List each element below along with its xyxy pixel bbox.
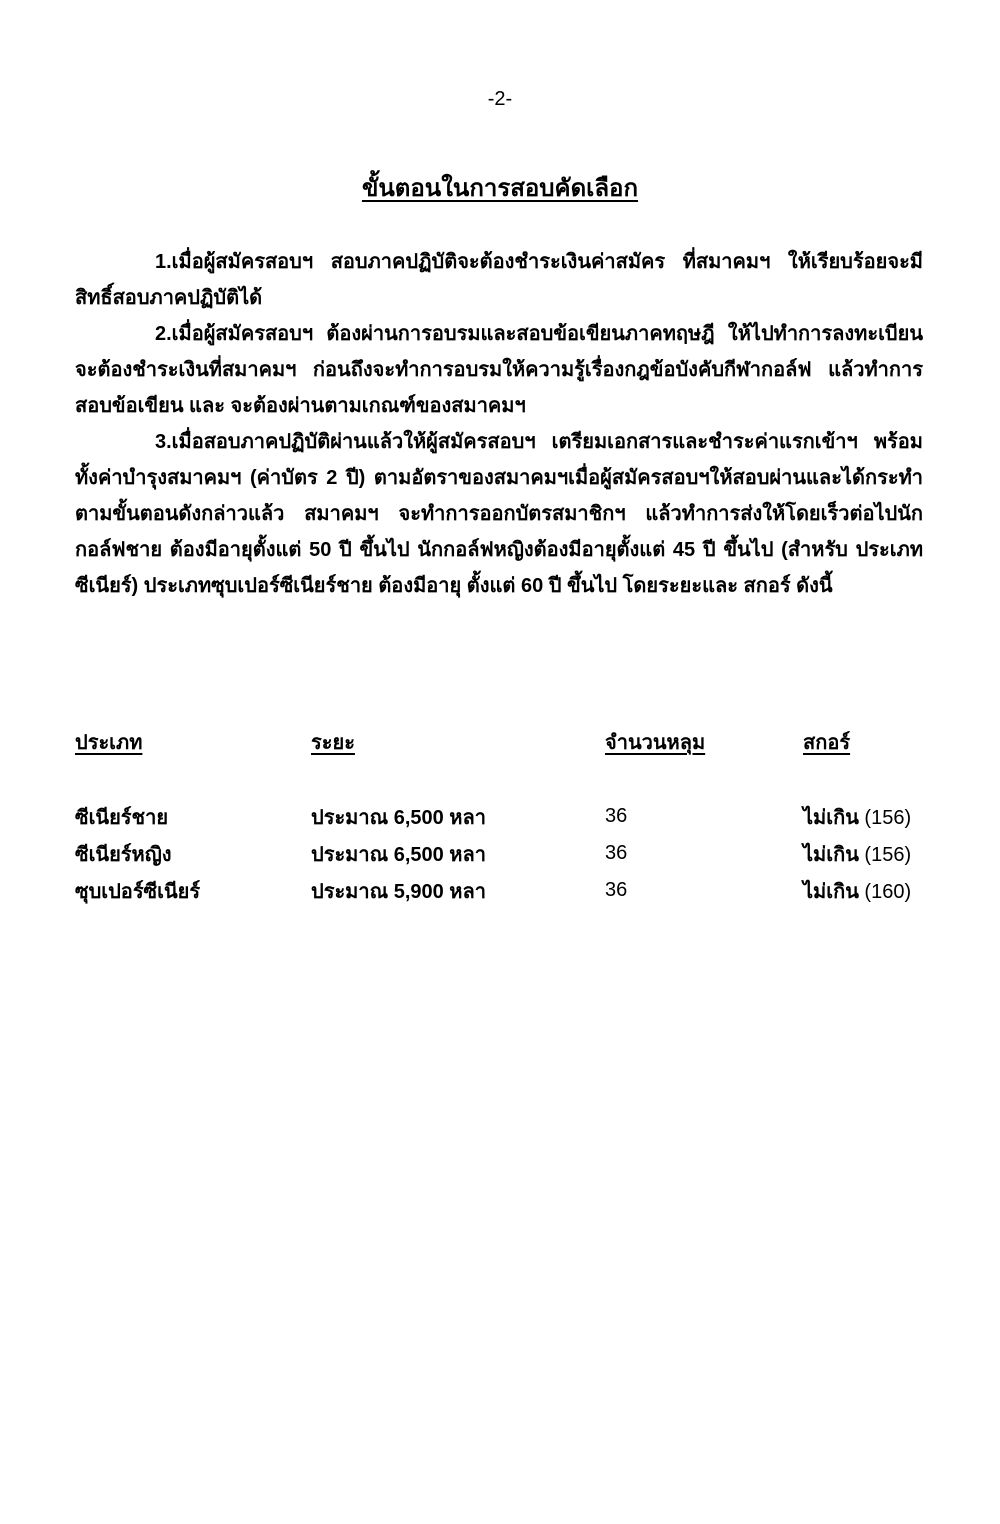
body-text: [75, 244, 923, 604]
cell-distance: ประมาณ 6,500 หลา: [311, 806, 486, 829]
score-prefix: ไม่เกิน: [803, 806, 859, 829]
header-type: ประเภท: [75, 732, 143, 754]
table-row: [75, 798, 925, 835]
criteria-table: [75, 726, 925, 909]
table-row: [75, 872, 925, 909]
cell-score: [803, 835, 925, 872]
header-holes: จำนวนหลุม: [605, 732, 706, 754]
paragraph-step-2: 2.เมื่อผู้สมัครสอบฯ ต้องผ่านการอบรมและสอบข้อเขียนภาคทฤษฎี ให้ไปทำการลงทะเบียน จะต้องชำระเงินที่สมาคมฯ ก่อนถึงจะทำการอบรมให้ความรู้เรื่องกฎข้อบังคับกีฬากอล์ฟ แล้วทำการสอบข้อเขียน และ จะต้องผ่านตามเกณฑ์ของสมาคมฯ: [75, 323, 923, 417]
table-header-row: [75, 726, 925, 760]
cell-distance: ประมาณ 6,500 หลา: [311, 843, 486, 866]
cell-score: [803, 798, 925, 835]
paragraph-step-1: 1.เมื่อผู้สมัครสอบฯ สอบภาคปฏิบัติจะต้องชำระเงินค่าสมัคร ที่สมาคมฯ ให้เรียบร้อยจะมีสิทธิ์สอบภาคปฏิบัติได้: [75, 251, 923, 309]
paragraph-step-3: 3.เมื่อสอบภาคปฏิบัติผ่านแล้วให้ผู้สมัครสอบฯ เตรียมเอกสารและชำระค่าแรกเข้าฯ พร้อมทั้งค่าบำรุงสมาคมฯ (ค่าบัตร 2 ปี) ตามอัตราของสมาคมฯเมื่อผู้สมัครสอบฯให้สอบผ่านและได้กระทำตามขั้นตอนดังกล่าวแล้ว สมาคมฯ จะทำการออกบัตรสมาชิกฯ แล้วทำการส่งให้โดยเร็วต่อไปนักกอล์ฟชาย ต้องมีอายุตั้งแต่ 50 ปี ขึ้นไป นักกอล์ฟหญิงต้องมีอายุตั้งแต่ 45 ปี ขึ้นไป (สำหรับ ประเภท ซีเนียร์) ประเภทซุบเปอร์ซีเนียร์ชาย ต้องมีอายุ ตั้งแต่ 60 ปี ขึ้นไป โดยระยะและ สกอร์ ดังนี้: [75, 431, 923, 597]
cell-score: [803, 872, 925, 909]
cell-type: ซีเนียร์หญิง: [75, 843, 172, 866]
header-score: สกอร์: [803, 732, 851, 754]
document-title: ขั้นตอนในการสอบคัดเลือก: [361, 175, 639, 202]
cell-holes: 36: [605, 879, 628, 901]
score-value: (156): [864, 806, 912, 829]
table-spacer: [75, 760, 925, 798]
cell-type: ซีเนียร์ชาย: [75, 806, 169, 829]
score-prefix: ไม่เกิน: [803, 843, 859, 866]
cell-holes: 36: [605, 805, 628, 827]
page-number: -2-: [487, 88, 513, 110]
score-value: (160): [864, 880, 912, 903]
score-prefix: ไม่เกิน: [803, 880, 859, 903]
cell-holes: 36: [605, 842, 628, 864]
cell-distance: ประมาณ 5,900 หลา: [311, 880, 486, 903]
header-distance: ระยะ: [311, 732, 355, 754]
cell-type: ซุบเปอร์ซีเนียร์: [75, 880, 201, 903]
table-row: [75, 835, 925, 872]
score-value: (156): [864, 843, 912, 866]
